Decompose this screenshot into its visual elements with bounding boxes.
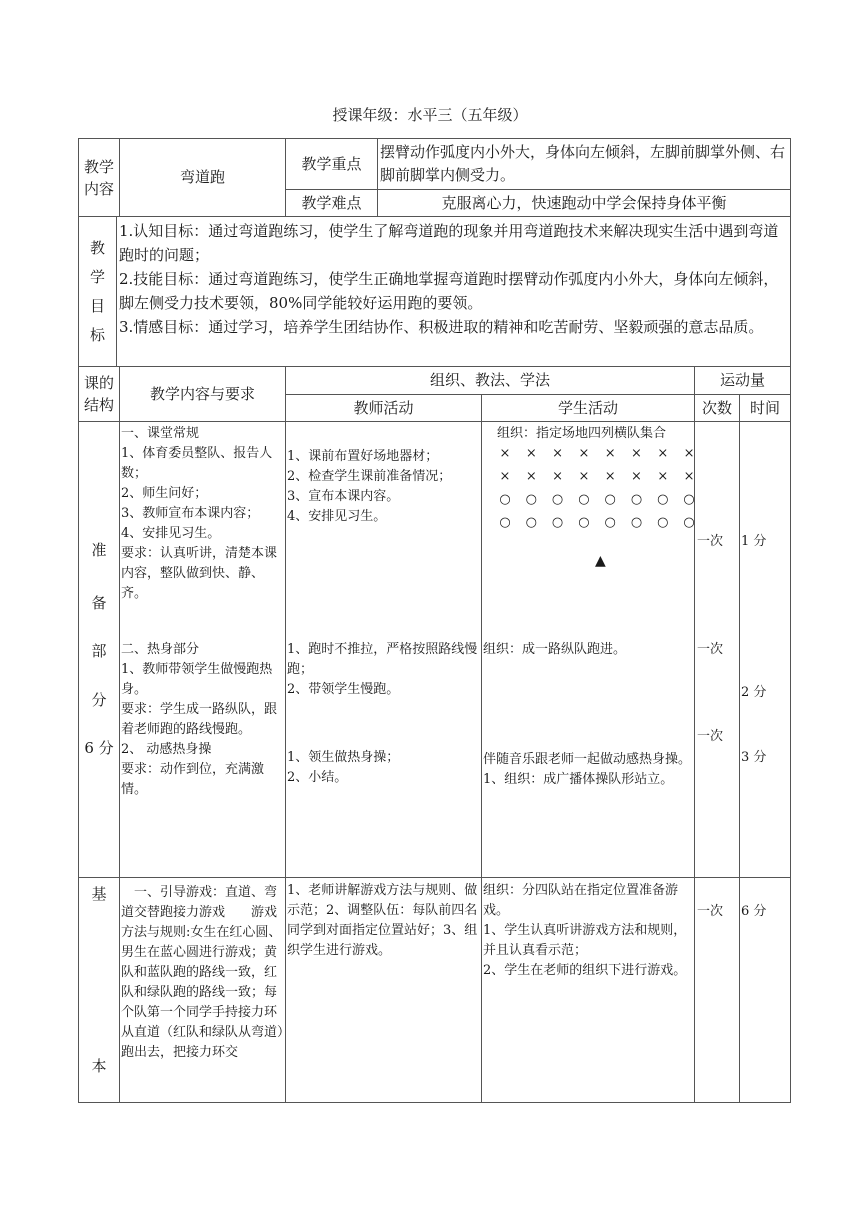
student-cross-mark: × (657, 446, 669, 461)
basic-label-char: 基 (91, 885, 107, 903)
prep-teacher-routine (287, 447, 481, 527)
teacher-line: 2、带领学生慢跑。 (287, 682, 400, 697)
teacher-position-marker: ▲ (595, 553, 606, 569)
student-cross-mark: × (683, 469, 695, 484)
prep-teacher-warmup (287, 640, 481, 700)
objectives-list (119, 219, 789, 339)
student-cross-mark: × (578, 469, 590, 484)
student-circle-mark: ○ (630, 492, 643, 507)
prep-content-routine (121, 424, 284, 604)
difficulty-text: 克服离心力，快速跑动中学会保持身体平衡 (441, 193, 727, 212)
student-warmup-org: 组织：成一路纵队跑进。 (483, 642, 627, 657)
student-circle-mark: ○ (578, 515, 590, 530)
student-circle-mark: ○ (578, 492, 590, 507)
student-circle-mark: ○ (551, 492, 564, 507)
student-cross-mark: × (552, 446, 564, 461)
student-circle-mark: ○ (683, 515, 695, 530)
teacher-line: 2、小结。 (287, 770, 348, 785)
content-line: 一、课堂常规 (121, 426, 200, 441)
student-circle-mark: ○ (499, 515, 511, 530)
basic-content: 一、引导游戏：直道、弯道交替跑接力游戏 游戏方法与规则:女生在红心圆、男生在蓝心圆进行游戏；黄队和蓝队跑的路线一致，红队和绿队跑的路线一致；每个队第一个同学手持接力环从直道（红队和绿队从弯道）跑出去，把接力环交 (121, 885, 284, 1060)
student-circle-mark: ○ (525, 492, 537, 507)
basic-teacher: 1、老师讲解游戏方法与规则、做示范；2、调整队伍：每队前四名同学到对面指定位置站好；3、组织学生进行游戏。 (287, 883, 478, 958)
prep-content-warmup (121, 640, 284, 800)
student-cross-mark: × (552, 469, 564, 484)
student-cross-mark: × (604, 469, 616, 484)
student-cross-mark: × (499, 446, 511, 461)
student-circle-mark: ○ (499, 492, 511, 507)
student-circle-mark: ○ (683, 492, 695, 507)
student-line: 组织：分四队站在指定位置准备游戏。 (483, 883, 679, 918)
basic-times: 一次 (697, 904, 724, 919)
student-cross-mark: × (578, 446, 590, 461)
content-line: 1、教师带领学生做慢跑热身。 (121, 662, 273, 697)
student-circle-mark: ○ (604, 515, 616, 530)
prep-label-char: 备 (91, 594, 107, 612)
content-line: 要求：学生成一路纵队，跟着老师跑的路线慢跑。 (121, 702, 278, 737)
student-header: 学生活动 (557, 398, 618, 417)
teacher-line: 3、宣布本课内容。 (287, 489, 400, 504)
content-line: 二、热身部分 (121, 642, 200, 657)
page-title: 授课年级：水平三（五年级） (332, 106, 528, 124)
content-line: 2、师生问好； (121, 486, 208, 501)
basic-student (483, 881, 693, 981)
teacher-header: 教师活动 (353, 398, 414, 417)
student-circle-mark: ○ (525, 515, 537, 530)
focus-text: 摆臂动作弧度内小外大，身体向左倾斜，左脚前脚掌外侧、右脚前脚掌内侧受力。 (380, 143, 786, 184)
student-cross-mark: × (631, 469, 642, 484)
content-line: 2、 动感热身操 (121, 742, 212, 757)
student-cross-mark: × (525, 446, 537, 461)
student-cross-mark: × (657, 469, 669, 484)
student-circle-mark: ○ (657, 492, 669, 507)
difficulty-label: 教学难点 (301, 193, 362, 212)
teacher-line: 1、课前布置好场地器材； (287, 449, 439, 464)
prep-time-2b: 3 分 (741, 750, 767, 765)
structure-header: 课的结构 (83, 374, 114, 414)
teacher-line: 2、检查学生课前准备情况； (287, 469, 452, 484)
student-cross-mark: × (683, 446, 695, 461)
org-header: 组织、教法、学法 (429, 371, 550, 389)
objectives-label-cell (79, 217, 116, 366)
student-circle-mark: ○ (657, 515, 669, 530)
objectives-label: 教学目标 (89, 238, 105, 344)
prep-times-2a: 一次 (697, 642, 724, 657)
prep-label-char: 部 (91, 642, 107, 660)
teacher-line: 4、安排见习生。 (287, 509, 387, 524)
student-cross-mark: × (631, 446, 642, 461)
content-label-cell (79, 139, 119, 216)
times-header: 次数 (701, 398, 732, 417)
teacher-line: 1、领生做热身操； (287, 750, 400, 765)
content-req-header: 教学内容与要求 (149, 384, 255, 403)
load-header: 运动量 (719, 371, 765, 389)
prep-time-1: 1 分 (741, 534, 767, 549)
content-label: 教学内容 (83, 157, 114, 198)
student-line: 2、学生在老师的组织下进行游戏。 (483, 963, 687, 978)
content-line: 1、体育委员整队、报告人数； (121, 446, 273, 481)
content-line: 4、安排见习生。 (121, 526, 221, 541)
prep-times-2b: 一次 (697, 729, 724, 744)
content-line: 3、教师宣布本课内容； (121, 506, 260, 521)
student-circle-mark: ○ (604, 492, 616, 507)
student-dance-org (483, 750, 693, 790)
student-cross-mark: × (525, 469, 537, 484)
student-formation-title: 组织：指定场地四列横队集合 (497, 426, 667, 441)
student-cross-mark: × (604, 446, 616, 461)
objective-affective: 3.情感目标：通过学习，培养学生团结协作、积极进取的精神和吃苦耐劳、坚毅顽强的意志品质。 (119, 318, 764, 336)
basic-label-char: 本 (91, 1057, 107, 1075)
focus-label: 教学重点 (301, 154, 362, 173)
teacher-line: 1、跑时不推拉，严格按照路线慢跑； (287, 642, 478, 677)
objective-skill: 2.技能目标：通过弯道跑练习，使学生正确地掌握弯道跑时摆臂动作弧度内小外大，身体向左倾斜，脚左侧受力技术要领，80%同学能较好运用跑的要领。 (119, 270, 779, 312)
prep-label-duration: 6 分 (84, 739, 114, 757)
prep-times-1: 一次 (697, 534, 724, 549)
student-line: 伴随音乐跟老师一起做动感热身操。 (483, 752, 692, 767)
student-cross-mark: × (499, 469, 511, 484)
prep-teacher-dance (287, 748, 481, 788)
student-line: 1、学生认真听讲游戏方法和规则，并且认真看示范； (483, 923, 687, 958)
content-line: 要求：认真听讲，清楚本课内容，整队做到快、静、齐。 (121, 546, 278, 601)
student-line: 1、组织：成广播体操队形站立。 (483, 772, 674, 787)
duration-header: 时间 (749, 398, 780, 417)
topic: 弯道跑 (179, 168, 225, 186)
prep-label-char: 分 (91, 691, 107, 709)
structure-header-cell (79, 367, 119, 421)
basic-time: 6 分 (741, 904, 767, 919)
objective-cognitive: 1.认知目标：通过弯道跑练习，使学生了解弯道跑的现象并用弯道跑技术来解决现实生活中遇到弯道跑时的问题； (119, 222, 779, 264)
prep-time-2a: 2 分 (741, 685, 767, 700)
content-line: 要求：动作到位，充满激情。 (121, 762, 265, 797)
prep-label-char: 准 (91, 541, 107, 559)
student-circle-mark: ○ (630, 515, 643, 530)
student-circle-mark: ○ (551, 515, 564, 530)
